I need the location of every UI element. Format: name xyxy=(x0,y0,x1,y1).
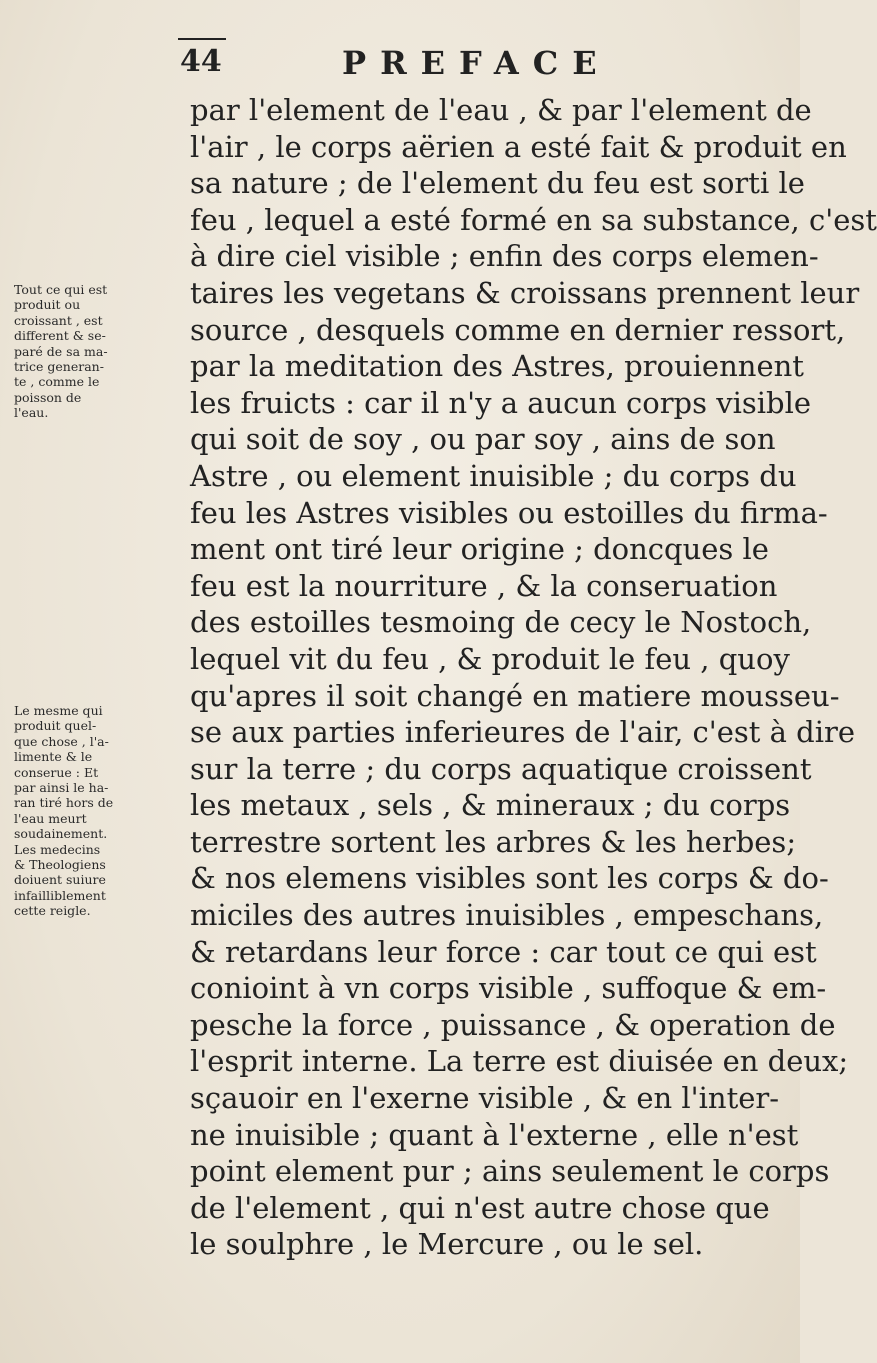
text-line: feu les Astres visibles ou estoilles du firma- xyxy=(190,495,828,530)
text-line: ne inuisible ; quant à l'externe , elle n'est xyxy=(190,1117,799,1152)
margin-note-line: cette reigle. xyxy=(14,903,91,919)
text-line: l'esprit interne. La terre est diuisée en deux; xyxy=(190,1044,849,1079)
text-line: miciles des autres inuisibles , empeschans, xyxy=(190,898,824,933)
margin-note-line: limente & le xyxy=(14,749,93,765)
text-line: de l'element , qui n'est autre chose que xyxy=(190,1190,770,1225)
margin-note-line: par ainsi le ha- xyxy=(14,780,109,796)
text-line: par la meditation des Astres, prouiennent xyxy=(190,349,804,384)
text-line: & nos elemens visibles sont les corps & do- xyxy=(190,861,829,896)
text-line: feu , lequel a esté formé en sa substance, c'est xyxy=(190,202,877,237)
text-line: lequel vit du feu , & produit le feu , quoy xyxy=(190,641,790,676)
body-text xyxy=(190,92,877,1263)
text-line: feu est la nourriture , & la conseruation xyxy=(190,568,778,603)
margin-note-line: paré de sa ma- xyxy=(14,343,108,359)
margin-note-line: l'eau meurt xyxy=(14,810,87,826)
text-line: l'air , le corps aërien a esté fait & produit en xyxy=(190,129,847,164)
page-number: 44 xyxy=(180,44,222,79)
text-line: des estoilles tesmoing de cecy le Nostoch, xyxy=(190,605,812,640)
text-line: sur la terre ; du corps aquatique croissent xyxy=(190,751,812,786)
text-line: qui soit de soy , ou par soy , ains de son xyxy=(190,422,776,457)
page-header xyxy=(180,44,760,94)
text-line: taires les vegetans & croissans prennent leur xyxy=(190,275,860,310)
text-line: le soulphre , le Mercure , ou le sel. xyxy=(190,1227,704,1262)
margin-note-2 xyxy=(14,703,184,919)
margin-note-line: doiuent suiure xyxy=(14,872,106,888)
text-line: à dire ciel visible ; enfin des corps elemen- xyxy=(190,239,819,274)
margin-note-line: ran tiré hors de xyxy=(14,795,114,811)
margin-note-line: trice generan- xyxy=(14,359,104,375)
text-line: qu'apres il soit changé en matiere mousseu- xyxy=(190,678,840,713)
margin-note-line: Tout ce qui est xyxy=(14,282,108,297)
margin-note-line: l'eau. xyxy=(14,405,49,421)
text-line: ment ont tiré leur origine ; doncques le xyxy=(190,532,769,567)
text-line: les fruicts : car il n'y a aucun corps visible xyxy=(190,385,812,420)
margin-note-line: produit quel- xyxy=(14,718,97,734)
margin-note-1 xyxy=(14,282,184,421)
text-line: se aux parties inferieures de l'air, c'est à dire xyxy=(190,715,856,750)
margin-note-line: poisson de xyxy=(14,389,82,405)
margin-note-line: different & se- xyxy=(14,328,106,344)
margin-note-line: te , comme le xyxy=(14,374,100,390)
text-line: conioint à vn corps visible , suffoque & em- xyxy=(190,971,827,1006)
margin-note-line: croissant , est xyxy=(14,312,103,328)
margin-note-line: que chose , l'a- xyxy=(14,733,109,749)
margin-note-line: soudainement. xyxy=(14,826,108,842)
text-line: pesche la force , puissance , & operation de xyxy=(190,1007,836,1042)
text-line: sa nature ; de l'element du feu est sorti le xyxy=(190,166,805,201)
text-line: point element pur ; ains seulement le corps xyxy=(190,1154,830,1189)
margin-note-line: produit ou xyxy=(14,297,81,313)
margin-note-line: infailliblement xyxy=(14,887,106,903)
text-line: les metaux , sels , & mineraux ; du corps xyxy=(190,788,791,823)
text-line: terrestre sortent les arbres & les herbes; xyxy=(190,824,797,859)
running-title: PREFACE xyxy=(342,44,611,82)
text-line: source , desquels comme en dernier ressort, xyxy=(190,312,846,347)
margin-note-line: conserue : Et xyxy=(14,764,99,780)
text-line: Astre , ou element inuisible ; du corps du xyxy=(190,458,797,493)
margin-note-line: & Theologiens xyxy=(14,857,106,873)
text-line: & retardans leur force : car tout ce qui est xyxy=(190,934,817,969)
text-line: par l'element de l'eau , & par l'element de xyxy=(190,93,812,127)
margin-note-line: Les medecins xyxy=(14,841,101,857)
text-line: sçauoir en l'exerne visible , & en l'inter- xyxy=(190,1081,780,1116)
margin-note-line: Le mesme qui xyxy=(14,703,103,718)
